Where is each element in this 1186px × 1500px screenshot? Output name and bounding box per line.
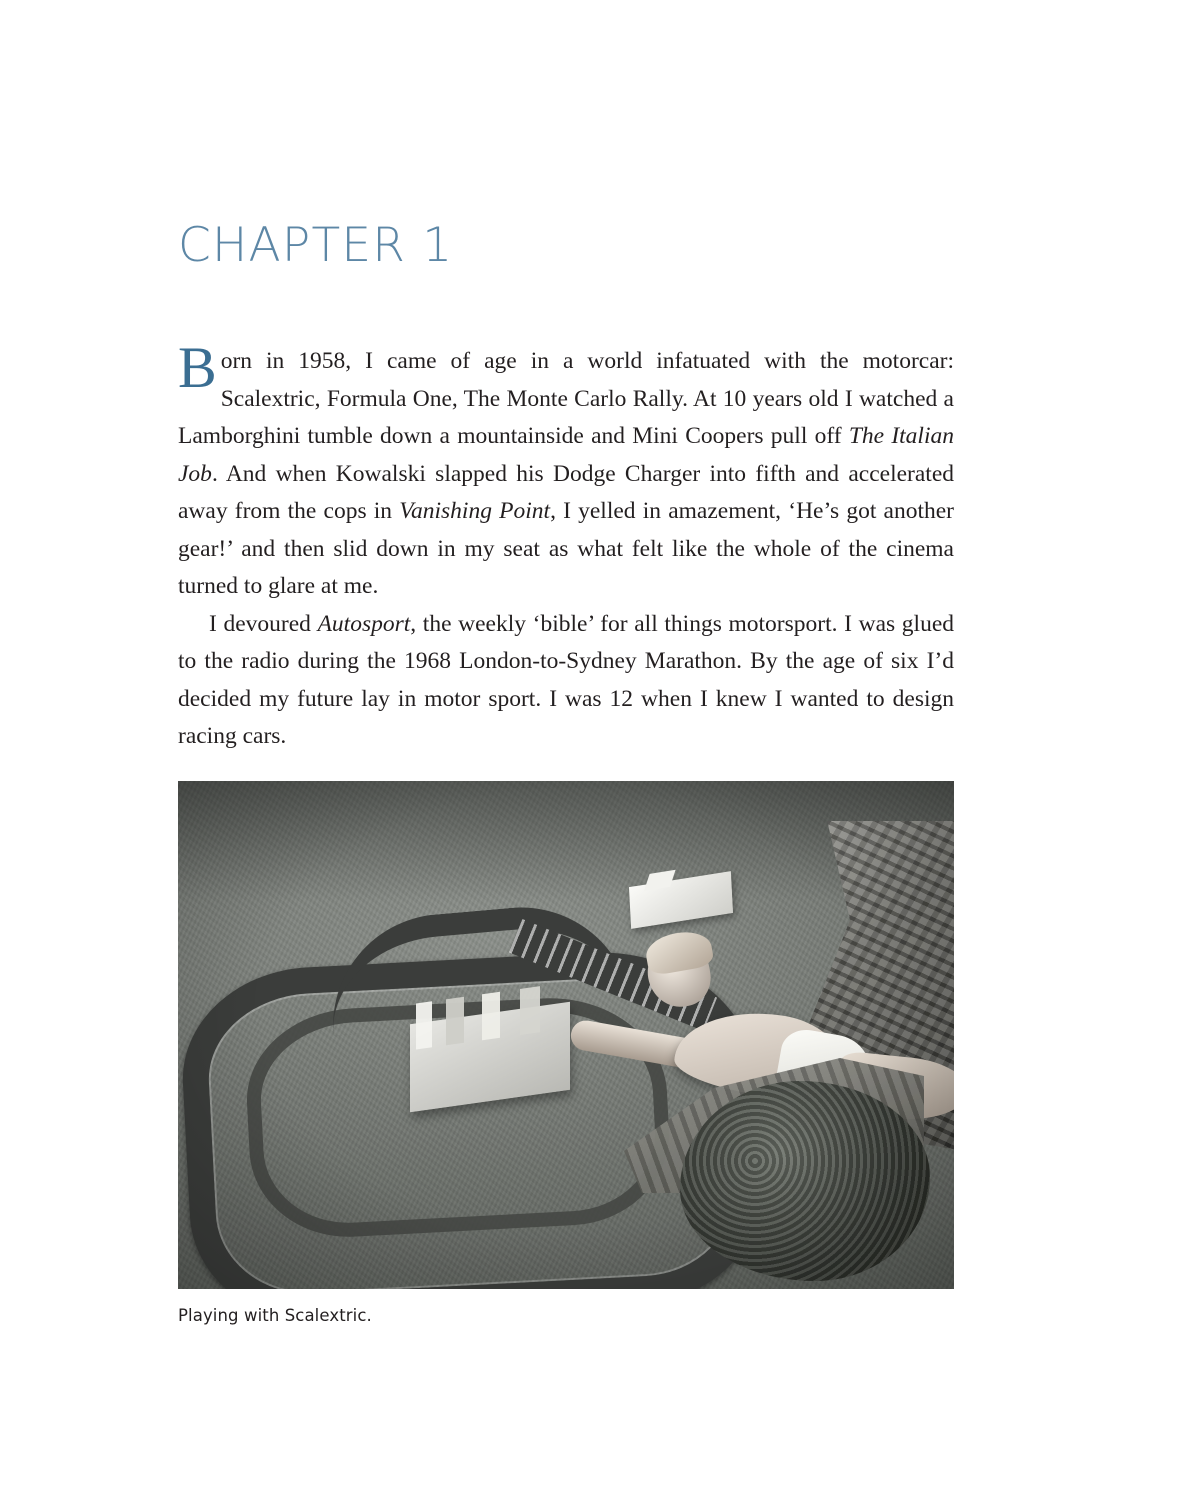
paragraph-second [178,606,954,756]
paragraph-second-part2: , the weekly ‘bible’ for all things motorsport. I was glued to the radio during the 1968 London-to-Sydney Marathon. By the age of six I’d decided my future lay in motor sport. I was 12 when I knew I wanted to design racing cars. [178,610,955,749]
paragraph-first-part2: . And when Kowalski slapped his Dodge Charger into fifth and accelerated away from the cops in [178,460,954,524]
page-title: CHAPTER 1 [178,218,454,273]
photo-vignette [178,781,954,1289]
paragraph-first [178,269,954,606]
title-autosport: Autosport [317,610,411,637]
paragraph-first-part1: orn in 1958, I came of age in a world infatuated with the motorcar: Scalextric, Formula One, The Monte Carlo Rally. At 10 years old I watched a Lamborghini tumble down a mountainside and Mini Coopers pull off [178,348,954,449]
title-italian-job: The Italian Job [178,423,954,487]
drop-cap: B [178,335,217,400]
figure-caption: Playing with Scalextric. [178,1306,372,1325]
photograph [178,781,954,1289]
paragraph-first-part3: , I yelled in amazement, ‘He’s got another gear!’ and then slid down in my seat as what felt like the whole of the cinema turned to glare at me. [178,498,955,599]
title-vanishing-point: Vanishing Point [399,498,551,524]
figure-scalextric [178,781,954,1325]
text-column [178,0,954,756]
paragraph-second-part1: I devoured [209,610,318,637]
